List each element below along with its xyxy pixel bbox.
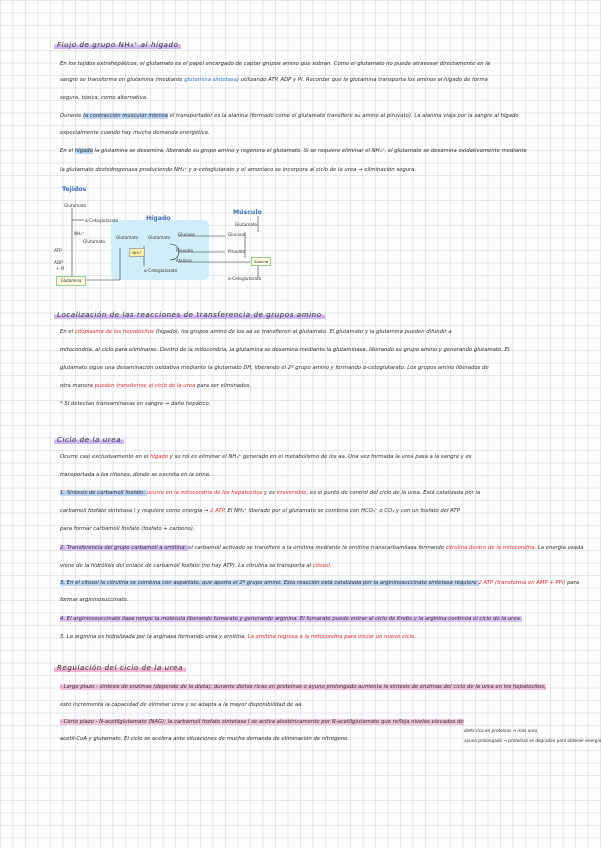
s3-step-1: 1. Síntesis de carbamoil fosfato: ocurre en la mitocondria de los hepatocitos y es irreversible, es el punto de control del ciclo de la urea. Está catalizada por la: [60, 490, 481, 496]
alanina-box: Alanina: [251, 257, 271, 266]
diagram-title-higado: Hígado: [146, 215, 171, 222]
label-glutamato-liver-2: Glutamato: [148, 235, 171, 240]
s3-step-1-b: carbamoil fosfato sintetasa I y requiere como energía → 2 ATP. El NH₄⁺ liberado por el glutamato se combina con HCO₃⁻ o CO₂ y con un fosfato del ATP: [60, 508, 460, 514]
label-adp: ADP: [54, 260, 63, 265]
ammonia-transport-diagram: [54, 186, 298, 290]
label-acetoglutarato-liver: α-Cetoglutarato: [144, 268, 178, 273]
diagram-title-musculo: Músculo: [233, 209, 262, 216]
label-acetoglutarato-musculo: α-Cetoglutarato: [228, 276, 262, 281]
s3-step-3: 3. En el citosol la citrulina se combina con aspartato, que aporta el 2º grupo amino. Esta reacción está catalizada por la argininosuccinato sintetasa requiere 2 ATP (transforma en AMP + PPi) para: [60, 580, 580, 586]
label-glutamato-2: Glutamato: [83, 239, 106, 244]
s3-step-2-b: viene de la hidrólisis del enlace de carbamoil fosfato (no hay ATP). La citrulina se transporta al citosol.: [60, 563, 332, 569]
s3-step-4: 4. El argininosuccinato liasa rompe la molécula liberando fumarato y generando arginina. El fumarato puede entrar al ciclo de Krebs y la arginina continúa el ciclo de la urea.: [60, 616, 522, 622]
s1-line-4: Durante la contracción muscular intensa el transportador es la alanina (formado como el glutamato transfiere su amino al piruvato). La alanina viaja por la sangre al hígado: [60, 113, 519, 119]
s4-line-2: esto incrementa la capacidad de eliminar urea y se adapta a la mayor disponibilidad de aa.: [60, 702, 304, 708]
label-piruvato-liver: Piruvato: [176, 248, 194, 253]
label-glutamato-liver: Glutamato: [116, 235, 139, 240]
section-title-ciclo-urea: Ciclo de la urea: [54, 436, 124, 444]
glutamina-box: Glutamina: [56, 276, 86, 286]
label-glucosa-liver: Glucosa: [178, 232, 195, 237]
section-title-regulacion: Regulación del ciclo de la urea: [54, 664, 186, 672]
s1-line-7: la glutamato deshidrogenasa produciendo NH₄⁺ y α-cetoglutarato y el amoníaco se incorpora al ciclo de la urea → eliminación segura.: [60, 167, 417, 173]
s4-note-2: ayuno prolongado → proteínas se degradan para obtener energía: [464, 738, 601, 743]
label-pi: + Pi: [56, 266, 65, 271]
s2-line-4: otra manera pueden transferirse al ciclo de la urea para ser eliminados.: [60, 383, 252, 389]
label-acetoglutarato-tejidos: α-Cetoglutarato: [85, 218, 119, 223]
s1-line-3: segura, tóxica, como alternativa.: [60, 95, 148, 101]
label-glutamato-musculo: Glutamato: [235, 222, 258, 227]
s3-line-2: transportada a los riñones, donde se excreta en la orina.: [60, 472, 211, 478]
s2-line-5: * Si detectan transaminasas en sangre → daño hepático.: [60, 401, 211, 407]
section-title-localizacion: Localización de las reacciones de transferencia de grupos amino: [54, 311, 325, 319]
label-nh4-tejidos: NH₄⁺: [74, 231, 85, 236]
s3-step-3-b: formar argininosuccinato.: [60, 597, 129, 603]
s2-line-2: mitocondria, al ciclo para eliminarse. Dentro de la mitocondria, la glutamina se desamina mediante la glutaminasa, liberando su grupo amino y generando glutamato. El: [60, 347, 510, 353]
s2-line-3: glutamato sigue una desaminación oxidativa mediante la glutamato DH, liberando el 2º grupo amino y formando α-cetoglutarato. Los grupos amino liberados de: [60, 365, 489, 371]
s4-line-4: acetil-CoA y glutamato. El ciclo se acelera ante situaciones de mucha demanda de eliminación de nitrógeno.: [60, 736, 350, 742]
s1-line-6: En el hígado la glutamina se desamina, liberando su grupo amino y regenera el glutamato. Si se requiere eliminar el NH₄⁺, el glutamato se desamina oxidativamente mediante: [60, 148, 527, 154]
diagram-title-tejidos: Tejidos: [62, 186, 87, 193]
label-glutamato-tejidos: Glutamato: [64, 203, 87, 208]
s3-step-1-c: para formar carbamoil fosfato (fosfato + carbono).: [60, 526, 195, 532]
s3-step-2: 2. Transferencia del grupo carbamoil a ornitina: el carbamoil activado se transfiere a la ornitina mediante la ornitina transcarbamilasa formando citrulina dentro de la mitocondria. La energía usada: [60, 545, 584, 551]
s4-note-1: dieta rica en proteínas → más urea: [464, 728, 538, 733]
label-atp: ATP: [54, 248, 62, 253]
label-alanina-liver: Alanina: [176, 258, 192, 263]
section-title-flujo: Flujo de grupo NH₃⁺ al hígado: [54, 41, 181, 49]
s1-line-2: sangre se transforma en glutamina (mediante glutamina sintetasa) utilizando ATP, ADP y Pi. Recordar que la glutamina transporta los aminos al hígado de forma: [60, 77, 488, 83]
nh4-box: NH₄⁺: [129, 248, 145, 257]
label-glucosa-musculo: Glucosa: [228, 232, 245, 237]
s4-line-3: - Corto plazo - N-acetilglutamato (NAG): la carbamoil fosfato sintetasa I se activa alostéricamente por N-acetilglutamato que refleja niveles elevados de: [60, 719, 464, 725]
s1-line-5: especialmente cuando hay mucha demanda energética.: [60, 130, 210, 136]
s3-line-1: Ocurre casi exclusivamente en el hígado y su rol es eliminar el NH₄⁺ generado en el metabolismo de los aa. Una vez formada la urea pasa a la sangre y es: [60, 454, 472, 460]
diagram-arrows: [58, 186, 298, 290]
s3-step-5: 5. La arginina es hidrolizada por la arginasa formando urea y ornitina. La ornitina regresa a la mitocondria para iniciar un nuevo ciclo.: [60, 634, 416, 640]
s2-line-1: En el citoplasma de los hepatocitos (hígado), los grupos amino de los aa se transfieren al glutamato. El glutamato y la glutamina pueden difundir a: [60, 329, 452, 335]
s1-line-1: En los tejidos extrahepáticos, el glutamato es el papel encargado de captar grupos amino que sobran. Como el glutamato no puede atravesar directamente en la: [60, 61, 491, 67]
s4-line-1: - Largo plazo - síntesis de enzimas (depende de la dieta): durante dietas ricas en proteínas o ayuno prolongado aumenta la síntesis de enzimas del ciclo de la urea en los hepatocitos,: [60, 684, 546, 690]
label-piruvato-musculo: Piruvato: [228, 249, 246, 254]
